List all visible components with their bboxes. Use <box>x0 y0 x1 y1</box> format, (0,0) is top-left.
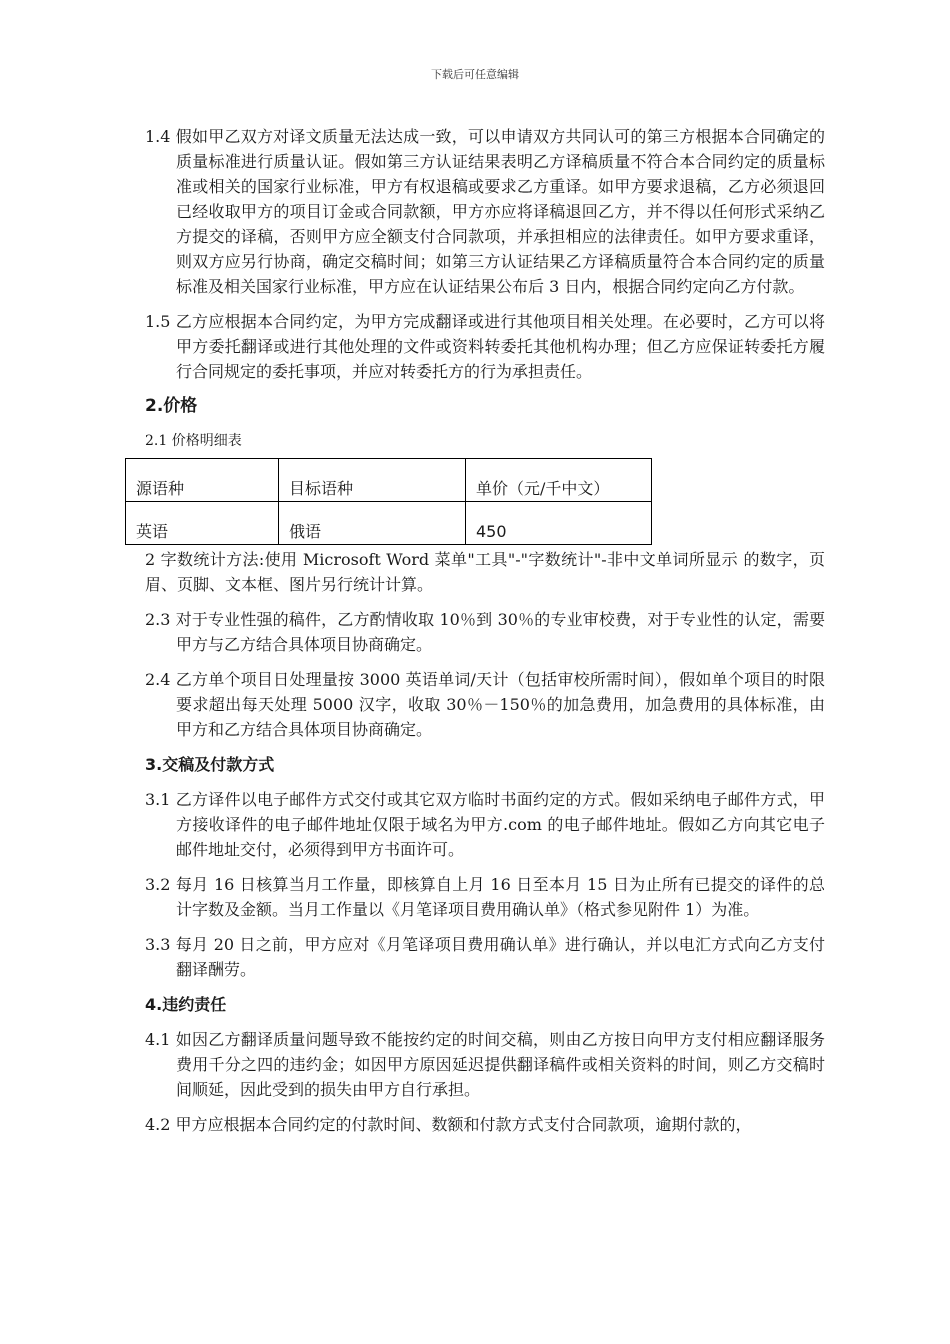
clause-2-4: 2.4 乙方单个项目日处理量按 3000 英语单词/天计（包括审校所需时间），假如单个项目的时限要求超出每天处理 5000 汉字，收取 30％－150％的加急费用，加急费用的具体标准，由甲方和乙方结合具体项目协商确定。 <box>145 670 825 739</box>
table-cell: 450 <box>466 502 652 545</box>
table-caption: 2.1 价格明细表 <box>145 433 242 449</box>
table-header-row <box>126 459 652 502</box>
clause-2-3: 2.3 对于专业性强的稿件，乙方酌情收取 10％到 30％的专业审校费，对于专业性的认定，需要甲方与乙方结合具体项目协商确定。 <box>145 610 825 654</box>
table-header-cell: 目标语种 <box>279 459 466 502</box>
table-row <box>126 502 652 545</box>
section-heading-price: 2.价格 <box>145 396 198 416</box>
document-body <box>136 124 825 1147</box>
clause-3-3: 3.3 每月 20 日之前，甲方应对《月笔译项目费用确认单》进行确认，并以电汇方式向乙方支付翻译酬劳。 <box>145 935 825 979</box>
page-header: 下载后可任意编辑 <box>431 68 519 81</box>
section-heading-delivery-payment: 3.交稿及付款方式 <box>145 755 275 774</box>
clause-1-4: 1.4 假如甲乙双方对译文质量无法达成一致，可以申请双方共同认可的第三方根据本合同确定的质量标准进行质量认证。假如第三方认证结果表明乙方译稿质量不符合本合同约定的质量标准或相关的国家行业标准，甲方有权退稿或要求乙方重译。如甲方要求退稿，乙方必须退回已经收取甲方的项目订金或合同款额，甲方亦应将译稿退回乙方，并不得以任何形式采纳乙方提交的译稿，否则甲方应全额支付合同款项，并承担相应的法律责任。如甲方要求重译，则双方应另行协商，确定交稿时间；如第三方认证结果乙方译稿质量符合本合同约定的质量标准及相关国家行业标准，甲方应在认证结果公布后 3 日内，根据合同约定向乙方付款。 <box>145 127 825 296</box>
table-cell: 俄语 <box>279 502 466 545</box>
table-header-cell: 源语种 <box>126 459 279 502</box>
table-header-cell: 单价（元/千中文） <box>466 459 652 502</box>
table-cell: 英语 <box>126 502 279 545</box>
clause-3-2: 3.2 每月 16 日核算当月工作量，即核算自上月 16 日至本月 15 日为止所有已提交的译件的总计字数及金额。当月工作量以《月笔译项目费用确认单》（格式参见附件 1）为准。 <box>145 875 825 919</box>
section-heading-liability: 4.违约责任 <box>145 995 227 1014</box>
clause-4-1: 4.1 如因乙方翻译质量问题导致不能按约定的时间交稿，则由乙方按日向甲方支付相应翻译服务费用千分之四的违约金；如因甲方原因延迟提供翻译稿件或相关资料的时间，则乙方交稿时间顺延，因此受到的损失由甲方自行承担。 <box>145 1030 825 1099</box>
clause-4-2: 4.2 甲方应根据本合同约定的付款时间、数额和付款方式支付合同款项，逾期付款的， <box>145 1115 752 1134</box>
clause-2-2: 2 字数统计方法:使用 Microsoft Word 菜单"工具"-"字数统计"-非中文单词所显示 的数字，页眉、页脚、文本框、图片另行统计计算。 <box>145 550 825 594</box>
price-table <box>125 458 652 545</box>
clause-1-5: 1.5 乙方应根据本合同约定，为甲方完成翻译或进行其他项目相关处理。在必要时，乙方可以将甲方委托翻译或进行其他处理的文件或资料转委托其他机构办理；但乙方应保证转委托方履行合同规定的委托事项，并应对转委托方的行为承担责任。 <box>145 312 825 381</box>
clause-3-1: 3.1 乙方译件以电子邮件方式交付或其它双方临时书面约定的方式。假如采纳电子邮件方式，甲方接收译件的电子邮件地址仅限于域名为甲方.com 的电子邮件地址。假如乙方向其它电子邮件地址交付，必须得到甲方书面许可。 <box>145 790 825 859</box>
